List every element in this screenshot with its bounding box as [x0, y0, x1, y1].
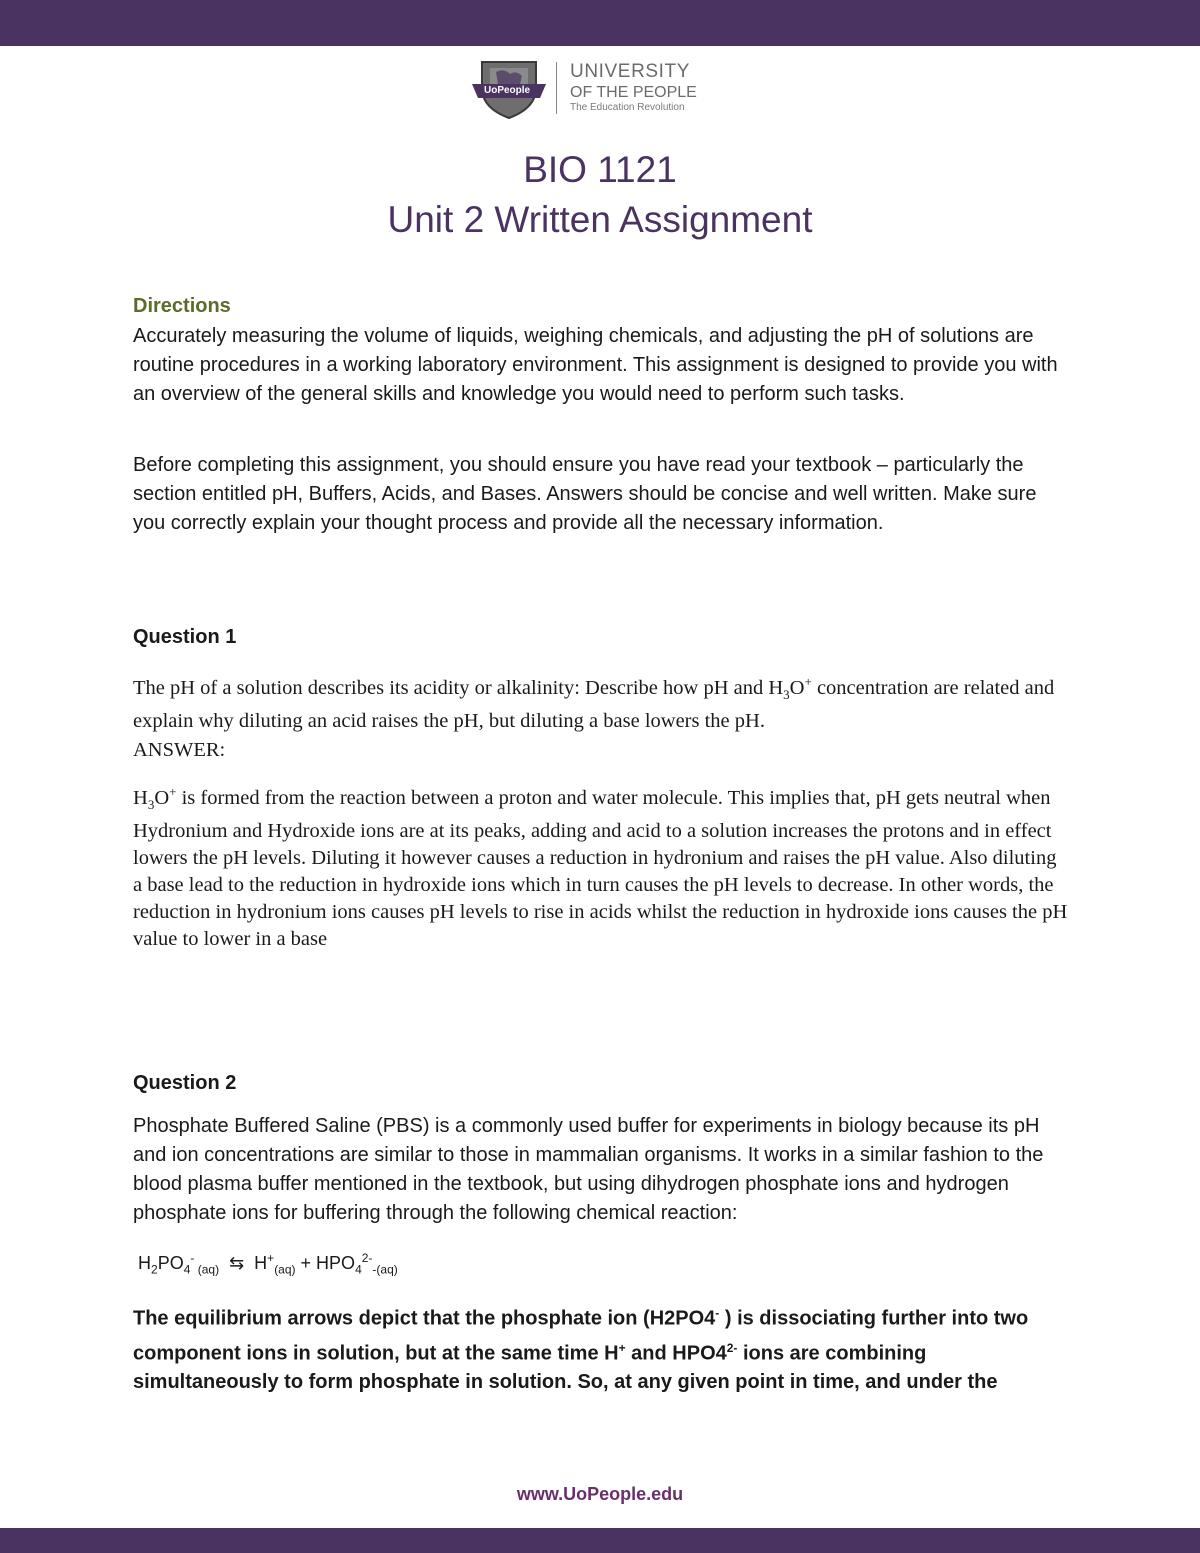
- logo-line-2: OF THE PEOPLE: [570, 84, 697, 101]
- logo-tagline: The Education Revolution: [570, 102, 685, 113]
- university-logo: [470, 58, 720, 122]
- bottom-band: [0, 1528, 1200, 1553]
- chemical-equation: $H_2PO_4^-$ $_{(aq)}$ ⇆ $H^+_{(aq)} + HPO_4^{2-}_{-(aq)}$: [138, 1251, 398, 1277]
- logo-line-1: UNIVERSITY: [570, 61, 691, 82]
- directions-paragraph-1: Accurately measuring the volume of liquids, weighing chemicals, and adjusting the pH of solutions are routine procedures in a working laboratory environment. This assignment is designed to provide you with an overview of the general skills and knowledge you would need to perform such tasks.: [133, 325, 1058, 405]
- question-1-text: The pH of a solution describes its acidity or alkalinity: Describe how pH and $H_3O^+$ concentration are related and explain why diluting an acid raises the pH, but diluting a base lowers the pH.: [133, 674, 1055, 732]
- question-1-heading: Question 1: [133, 626, 237, 648]
- answer-label: ANSWER:: [133, 739, 226, 761]
- assignment-title: Unit 2 Written Assignment: [387, 199, 813, 240]
- logo-divider: [556, 62, 557, 114]
- footer-url-link[interactable]: www.UoPeople.edu: [516, 1484, 684, 1504]
- question-2-text: Phosphate Buffered Saline (PBS) is a commonly used buffer for experiments in biology because its pH and ion concentrations are similar to those in mammalian organisms. It works in a similar fashion to the blood plasma buffer mentioned in the textbook, but using dihydrogen phosphate ions and hydrogen phosphate ions for buffering through the following chemical reaction:: [133, 1115, 1044, 1224]
- question-2-heading: Question 2: [133, 1072, 237, 1094]
- directions-paragraph-2: Before completing this assignment, you should ensure you have read your textbook – particularly the section entitled pH, Buffers, Acids, and Bases. Answers should be concise and well written. Make sure you correctly explain your thought process and provide all the necessary information.: [133, 454, 1037, 534]
- question-1-answer: $H_3O^+$ is formed from the reaction between a proton and water molecule. This implies that, pH gets neutral when Hydronium and Hydroxide ions are at its peaks, adding and acid to a solution increases the protons and in effect lowers the pH levels. Diluting it however causes a reduction in hydronium and raises the pH value. Also diluting a base lead to the reduction in hydroxide ions which in turn causes the pH levels to decrease. In other words, the reduction in hydronium ions causes pH levels to rise in acids whilst the reduction in hydroxide ions causes the pH value to lower in a base: [133, 784, 1068, 950]
- equilibrium-paragraph: The equilibrium arrows depict that the phosphate ion (H2PO4- ) is dissociating further into two component ions in solution, but at the same time H+ and $HPO4^{2-}$ ions are combining simultaneously to form phosphate in solution. So, at any given point in time, and under the: [133, 1306, 1029, 1394]
- directions-heading: Directions: [133, 295, 231, 317]
- badge-text: UoPeople: [484, 85, 531, 96]
- top-band: [0, 0, 1200, 46]
- course-title: BIO 1121: [523, 149, 677, 190]
